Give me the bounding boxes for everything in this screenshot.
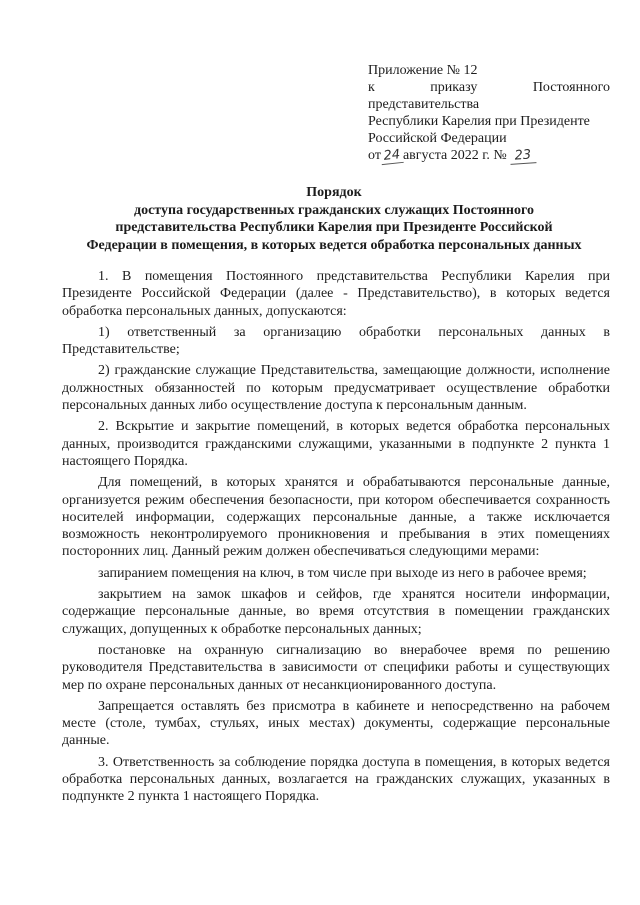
prohibition-paragraph: Запрещается оставлять без присмотра в кабинете и непосредственно на рабочем месте (столе, тумбах, стульях, иных местах) документы, содержащие персональные данные.: [62, 698, 610, 749]
measure-locking-cabinets: закрытием на замок шкафов и сейфов, где хранятся носители информации, содержащие персональные данные, во время отсутствия в помещении гражданских служащих, допущенных к обработке персональных данных;: [62, 587, 610, 637]
paragraph-1: 1. В помещения Постоянного представительства Республики Карелия при Президенте Российской Федерации (далее - Представительство), в которых ведется обработка персональных данных, допускаются:: [62, 269, 610, 319]
document-body: [62, 268, 610, 806]
republic-line: Республики Карелия при Президенте: [368, 114, 590, 129]
security-regime-paragraph: Для помещений, в которых хранятся и обрабатываются персональные данные, организуется режим обеспечения безопасности, при котором обеспечивается сохранность носителей информации, содержащих персональные данные, а также исключается возможность неконтролируемого проникновения и пребывания в этих помещениях посторонних лиц. Данный режим должен обеспечиваться следующими мерами:: [62, 475, 610, 560]
appendix-header: [368, 62, 610, 164]
federation-line: Российской Федерации: [368, 131, 507, 146]
order-reference-k: к: [368, 80, 375, 95]
paragraph-2: 2. Вскрытие и закрытие помещений, в которых ведется обработка персональных данных, производится гражданскими служащими, указанными в подпункте 2 пункта 1 настоящего Порядка.: [62, 419, 610, 469]
title-line-4: Федерации в помещения, в которых ведется обработка персональных данных: [86, 237, 582, 253]
date-rest: августа 2022 г. №: [402, 148, 507, 163]
title-line-3: представительства Республики Карелия при Президенте Российской: [115, 220, 553, 235]
handwritten-day: 24: [380, 148, 403, 165]
measure-locking-room: запиранием помещения на ключ, в том числе при выходе из него в рабочее время;: [98, 565, 587, 581]
measure-alarm: постановке на охранную сигнализацию во внерабочее время по решению руководителя Представительства в зависимости от специфики работы и существующих мер по охране персональных данных от несанкционированного доступа.: [62, 642, 610, 693]
date-prefix: от: [368, 148, 381, 163]
order-reference-line: [368, 79, 610, 96]
order-reference-word: приказу: [430, 80, 478, 95]
appendix-number: Приложение № 12: [368, 63, 478, 78]
paragraph-1-item-2: 2) гражданские служащие Представительства, замещающие должности, исполнение должностных обязанностей по которым предусматривает осуществление обработки персональных данных либо осуществление доступа к персональным данным.: [62, 363, 610, 414]
order-reference-permanent: Постоянного: [532, 80, 610, 95]
document-title: [58, 184, 610, 254]
handwritten-order-number: 23: [510, 148, 537, 165]
paragraph-3: 3. Ответственность за соблюдение порядка доступа в помещения, в которых ведется обработка персональных данных, возлагается на гражданских служащих, указанных в подпункте 2 пункта 1 настоящего Порядка.: [62, 754, 610, 805]
paragraph-1-item-1: 1) ответственный за организацию обработки персональных данных в Представительстве;: [62, 324, 610, 358]
representation-line: представительства: [368, 97, 480, 112]
title-line-1: Порядок: [306, 185, 362, 200]
title-line-2: доступа государственных гражданских служащих Постоянного: [134, 202, 534, 218]
order-date-line: [368, 147, 610, 164]
